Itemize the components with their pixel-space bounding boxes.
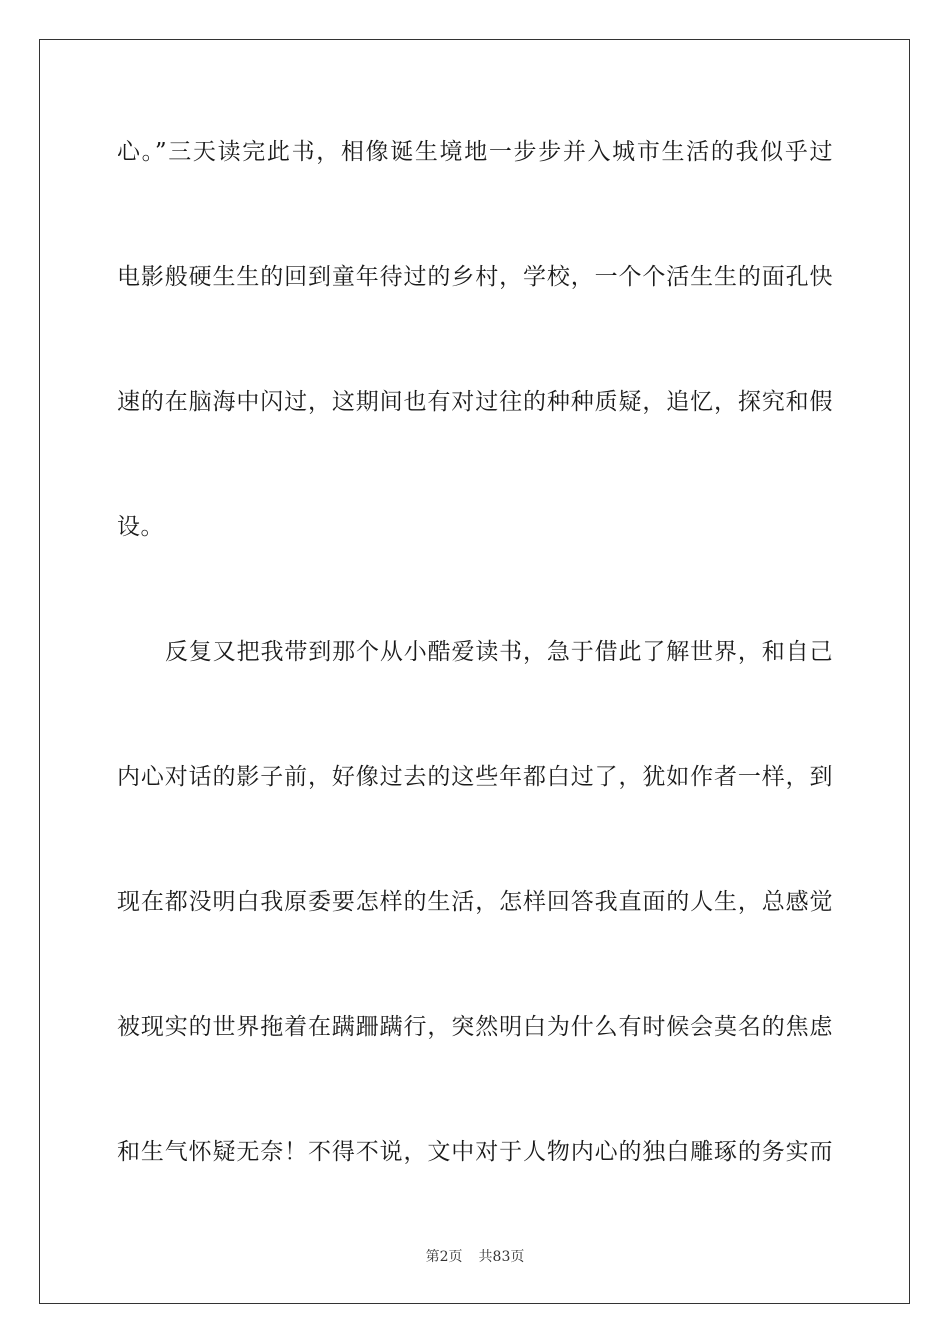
text-line: 电影般硬生生的回到童年待过的乡村，学校，一个个活生生的面孔快: [117, 264, 833, 290]
text-line: 和生气怀疑无奈！不得不说，文中对于人物内心的独白雕琢的务实而: [117, 1139, 833, 1165]
document-body: [117, 122, 833, 1247]
page-number: 第2页: [425, 1249, 463, 1265]
text-line: 现在都没明白我原委要怎样的生活，怎样回答我直面的人生，总感觉: [117, 889, 833, 915]
text-line: 设。: [117, 514, 164, 540]
text-line: 心。”三天读完此书，相像诞生境地一步步并入城市生活的我似乎过: [117, 139, 833, 165]
page-footer: [0, 1246, 950, 1266]
paragraph-first-line: 反复又把我带到那个从小酷爱读书，急于借此了解世界，和自己: [165, 639, 833, 665]
text-line: 内心对话的影子前，好像过去的这些年都白过了，犹如作者一样，到: [117, 764, 833, 790]
text-line: 速的在脑海中闪过，这期间也有对过往的种种质疑，追忆，探究和假: [117, 389, 833, 415]
page-total: 共83页: [478, 1249, 525, 1265]
text-line: 被现实的世界拖着在蹒跚蹒行，突然明白为什么有时候会莫名的焦虑: [117, 1014, 833, 1040]
